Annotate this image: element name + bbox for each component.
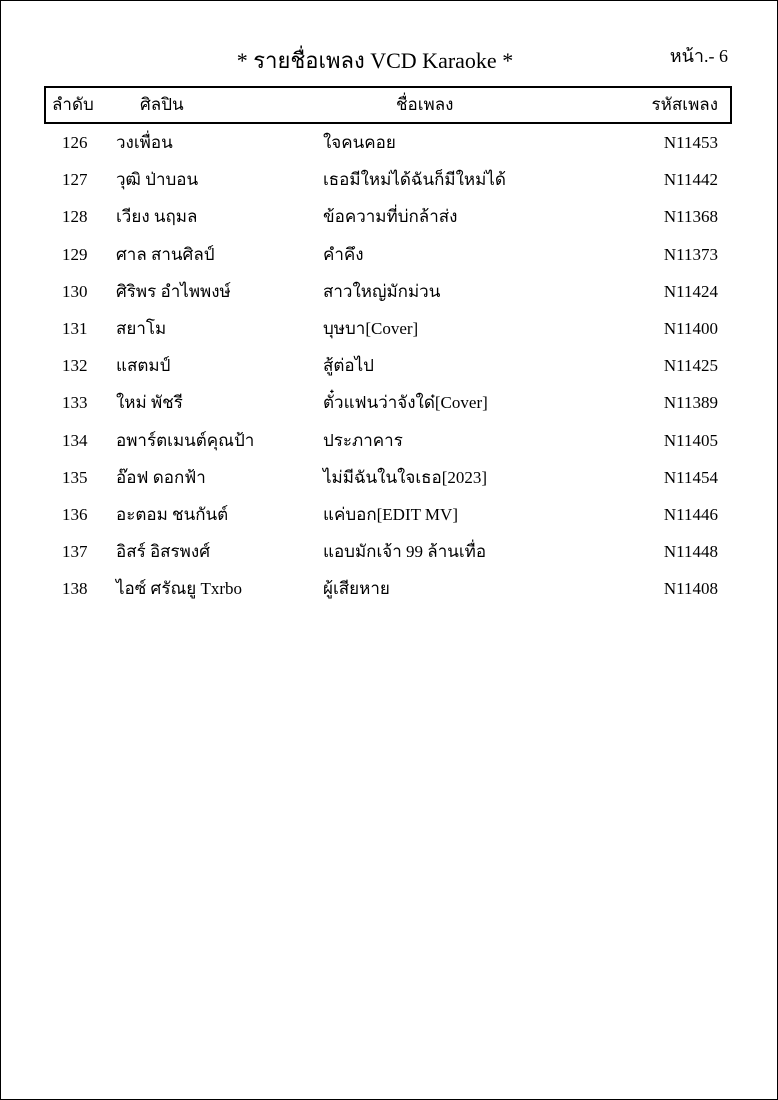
row-code: N11425 bbox=[663, 356, 718, 376]
row-code: N11454 bbox=[663, 467, 718, 487]
row-song: ประภาคาร bbox=[323, 430, 403, 450]
song-table bbox=[0, 124, 778, 607]
row-number: 130 bbox=[62, 281, 88, 301]
row-number: 129 bbox=[62, 244, 88, 264]
row-artist: อิสร์ อิสรพงศ์ bbox=[116, 542, 210, 562]
table-row bbox=[0, 533, 778, 570]
row-song: ใจคนคอย bbox=[323, 133, 396, 152]
row-artist: ศาล สานศิลป์ bbox=[116, 244, 215, 264]
table-row bbox=[0, 459, 778, 496]
row-song: ตั๋วแฟนว่าจังใด๋[Cover] bbox=[323, 393, 488, 413]
header-artist: ศิลปิน bbox=[140, 95, 184, 114]
row-artist: อพาร์ตเมนต์คุณป้า bbox=[116, 430, 255, 450]
row-code: N11424 bbox=[663, 281, 718, 301]
table-row bbox=[0, 124, 778, 161]
row-number: 137 bbox=[62, 542, 88, 562]
row-number: 126 bbox=[62, 133, 88, 152]
row-artist: วุฒิ ป่าบอน bbox=[116, 170, 199, 190]
row-artist: ศิริพร อำไพพงษ์ bbox=[116, 281, 231, 301]
row-number: 128 bbox=[62, 207, 88, 227]
row-song: ผู้เสียหาย bbox=[323, 579, 390, 599]
row-code: N11400 bbox=[663, 318, 718, 338]
table-row bbox=[0, 161, 778, 198]
table-row bbox=[0, 198, 778, 235]
row-code: N11448 bbox=[663, 542, 718, 562]
row-code: N11446 bbox=[663, 504, 718, 524]
table-row bbox=[0, 273, 778, 310]
row-song: แอบมักเจ้า 99 ล้านเทื่อ bbox=[323, 542, 487, 562]
row-artist: ไอซ์ ศรัณยู Txrbo bbox=[116, 579, 242, 599]
row-artist: วงเพื่อน bbox=[116, 133, 173, 152]
row-artist: แสตมป์ bbox=[116, 356, 171, 376]
page-number: หน้า.- 6 bbox=[669, 46, 728, 66]
table-row bbox=[0, 236, 778, 273]
row-song: บุษบา[Cover] bbox=[323, 318, 419, 338]
table-row bbox=[0, 310, 778, 347]
row-code: N11368 bbox=[663, 207, 718, 227]
row-song: เธอมีใหม่ได้ฉันก็มีใหม่ได้ bbox=[323, 170, 506, 190]
header-number: ลำดับ bbox=[52, 95, 94, 114]
row-song: คำคึง bbox=[323, 244, 364, 264]
row-number: 133 bbox=[62, 393, 88, 413]
table-row bbox=[0, 570, 778, 607]
table-row bbox=[0, 496, 778, 533]
row-number: 138 bbox=[62, 579, 88, 599]
table-row bbox=[0, 422, 778, 459]
row-song: สู้ต่อไป bbox=[323, 356, 374, 376]
row-artist: ใหม่ พัชรี bbox=[116, 393, 183, 413]
table-header bbox=[44, 86, 732, 124]
row-code: N11405 bbox=[663, 430, 718, 450]
row-song: ไม่มีฉันในใจเธอ[2023] bbox=[323, 467, 488, 487]
row-artist: สยาโม bbox=[116, 318, 167, 338]
row-artist: อะตอม ชนกันต์ bbox=[116, 504, 229, 524]
row-number: 134 bbox=[62, 430, 88, 450]
document-title: * รายชื่อเพลง VCD Karaoke * bbox=[236, 48, 514, 73]
row-code: N11389 bbox=[663, 393, 718, 413]
row-artist: อ๊อฟ ดอกฟ้า bbox=[116, 467, 206, 487]
row-number: 131 bbox=[62, 318, 88, 338]
row-song: สาวใหญ่มักม่วน bbox=[323, 281, 441, 301]
row-song: แค่บอก[EDIT MV] bbox=[323, 504, 458, 524]
row-song: ข้อความที่บ่กล้าส่ง bbox=[323, 207, 458, 227]
row-number: 136 bbox=[62, 504, 88, 524]
row-code: N11442 bbox=[663, 170, 718, 190]
row-code: N11373 bbox=[663, 244, 718, 264]
row-artist: เวียง นฤมล bbox=[116, 207, 198, 227]
row-code: N11408 bbox=[663, 579, 718, 599]
row-number: 132 bbox=[62, 356, 88, 376]
table-row bbox=[0, 384, 778, 421]
header-code: รหัสเพลง bbox=[651, 95, 718, 114]
table-row bbox=[0, 347, 778, 384]
row-number: 127 bbox=[62, 170, 88, 190]
row-code: N11453 bbox=[663, 133, 718, 152]
row-number: 135 bbox=[62, 467, 88, 487]
header-song: ชื่อเพลง bbox=[396, 95, 454, 114]
